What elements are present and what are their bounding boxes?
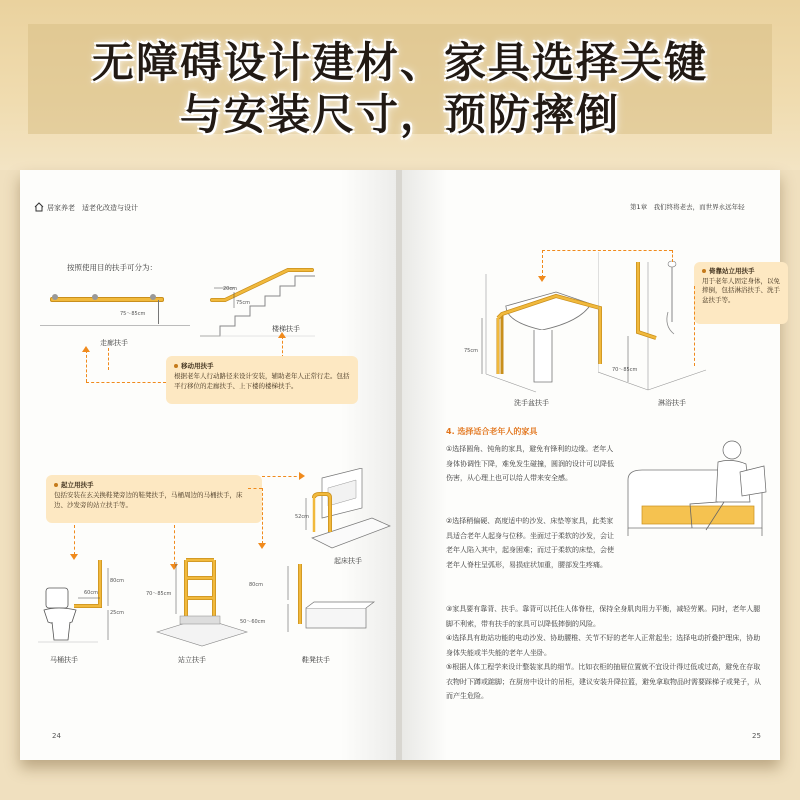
note-move-text: 根据老年人行动路径来设计安装，辅助老年人正常行走。包括平行移位的走廊扶手、上下楼的楼梯扶手。	[174, 372, 350, 390]
stair-label: 楼梯扶手	[272, 325, 300, 333]
note-lean-text: 用于老年人固定身体，以免摔倒，包括淋浴扶手、洗手盆扶手等。	[702, 276, 780, 304]
corridor-dim: 75～85cm	[120, 311, 146, 317]
shower-label: 淋浴扶手	[658, 399, 686, 407]
banner-title-line2: 与安装尺寸，预防摔倒	[179, 90, 620, 139]
banner-title-line1: 无障碍设计建材、家具选择关键	[91, 38, 708, 87]
stair-dim-height: 75cm	[236, 300, 250, 306]
furniture-paragraph-1: ①选择圆角、钝角的家具，避免有锋利的边缘。老年人身体协调性下降，难免发生碰撞，圆润的设计可以降低伤害，从心理上也可以给人带来安全感。	[446, 445, 614, 482]
bed-dim: 52cm	[295, 514, 309, 520]
basin-dim: 75cm	[464, 348, 478, 354]
furniture-paragraphs-rest: ③家具要有靠背、扶手。靠背可以托住人体脊柱，保持全身肌肉用力平衡，减轻劳累。同时，老年人腿脚不利索，带有扶手的家具可以降低摔倒的风险。 ④选择具有助站功能的电动沙发、协助腰椎、关节不好的老年人正常起坐；选择电动折叠护理床，协助身体失能或半失能的老年人坐卧。 ⑤根据人体工程学来设计整装家具的细节。比如衣柜的抽屉位置就不宜设计得过低或过高，避免在存取衣物时下蹲或踮脚；在厨房中设计的吊柜，建议安装升降拉篮，避免拿取物品时需要踩梯子或凳子，从而产生危险。	[446, 605, 761, 700]
note-lean-handrail	[694, 262, 788, 324]
bed-label: 起床扶手	[334, 557, 362, 565]
basin-label: 洗手盆扶手	[514, 399, 549, 407]
bench-dim-height: 80cm	[249, 582, 263, 588]
note-stand-title: 起立用扶手	[61, 481, 94, 489]
furniture-paragraph-2-start: ②选择稍偏硬、高度适中的沙发、床垫等家具，此类家具适合老年人起身与位移。坐面过于柔软的沙发，会让老年人陷入其中，起身困难；而过于柔软的床垫，会使老年人脊柱呈弧形，易损症状加重，腰部发生疼痛。	[446, 517, 614, 569]
right-page	[402, 170, 780, 760]
toilet-label: 马桶扶手	[50, 656, 78, 664]
toilet-dim-width: 60cm	[84, 590, 98, 596]
right-page-number: 25	[752, 732, 761, 740]
left-page-number: 24	[52, 732, 61, 740]
note-stand-handrail	[46, 475, 262, 523]
furniture-section-title: 4. 选择适合老年人的家具	[446, 427, 538, 436]
basin-handrail-illustration	[476, 274, 606, 394]
toilet-dim-floor: 25cm	[110, 610, 124, 616]
elderly-man-on-sofa-illustration	[620, 436, 770, 546]
note-move-title: 移动用扶手	[181, 362, 214, 370]
note-lean-title: 倚靠站立用扶手	[709, 267, 755, 275]
shower-dim: 70～85cm	[612, 367, 638, 373]
stair-dim-width: 20cm	[223, 286, 237, 292]
toilet-handrail-illustration	[38, 548, 138, 648]
standing-handrail-illustration	[152, 554, 252, 654]
bench-label: 鞋凳扶手	[302, 656, 330, 664]
house-icon	[34, 202, 44, 212]
bench-dim-low: 50～60cm	[240, 619, 266, 625]
left-page-header: 居家养老 适老化改造与设计	[47, 204, 138, 212]
intro-text: 按照使用目的扶手可分为：	[67, 263, 157, 272]
standing-label: 站立扶手	[178, 656, 206, 664]
note-move-handrail	[166, 356, 358, 404]
left-page	[20, 170, 398, 760]
corridor-label: 走廊扶手	[100, 339, 128, 347]
banner	[0, 0, 800, 170]
standing-dim: 70～85cm	[146, 591, 172, 597]
toilet-dim-height: 80cm	[110, 578, 124, 584]
open-book	[20, 170, 780, 760]
right-page-header: 第1章 我们终将老去，而世界永远年轻	[630, 203, 745, 211]
bed-handrail-illustration	[292, 468, 392, 558]
note-stand-text: 包括安装在玄关换鞋凳旁边的鞋凳扶手，马桶周边的马桶扶手，床边、沙发旁的站立扶手等。	[54, 491, 243, 509]
stair-handrail-illustration	[200, 262, 320, 337]
